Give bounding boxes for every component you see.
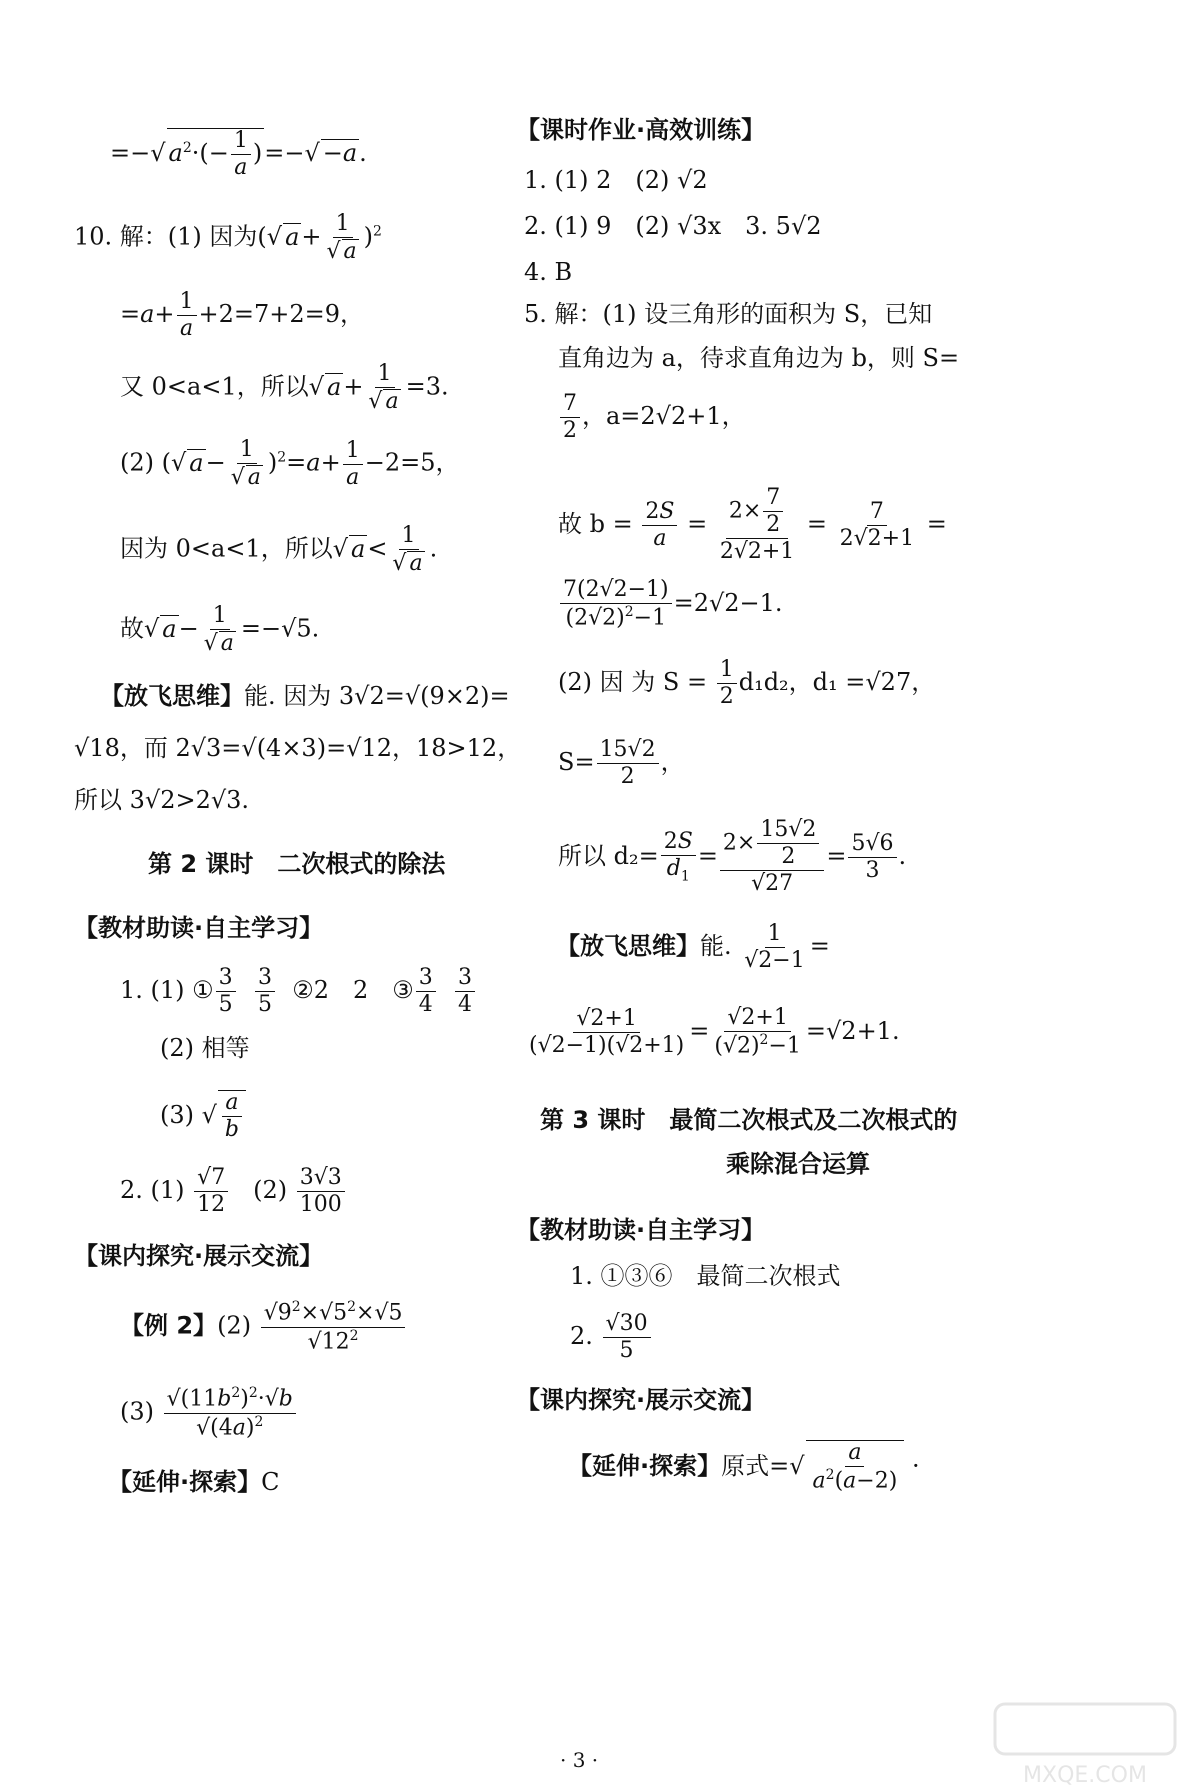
- right-fangfei-line-2: $\frac{√2+1}{(√2-1)(√2+1)}$ = $\frac{√2+1}{(√2)^2-1}$ =√2+1.: [529, 1005, 900, 1059]
- right-fangfei-text-2: =√2+1.: [805, 1016, 900, 1045]
- page-number: · 3 ·: [560, 1748, 599, 1772]
- s1-q1-3: (3) √ $\frac{a}{b}$: [160, 1090, 246, 1142]
- hw-5-line-6: (2) 因 为 S = $\frac{1}{2}$ d₁d₂，d₁ =√27，: [558, 657, 936, 710]
- right-section-explore: 【课内探究·展示交流】: [516, 1386, 766, 1414]
- s1-q1-2: (2) 相等: [160, 1034, 250, 1062]
- s1-q1-line: 1. (1) ① $\frac{3}{5}$ $\frac{3}{5}$ ②2 2 ③ $\frac{3}{4}$ $\frac{3}{4}$: [120, 966, 477, 1017]
- hw-2: 2. (1) 9 (2) √3x 3. 5√2: [524, 212, 822, 240]
- ex2-heading: 【例 2】: [120, 1311, 218, 1340]
- lesson-3-title: 第 3 课时 最简二次根式及二次根式的: [540, 1106, 958, 1134]
- left-yanshen-answer: C: [261, 1468, 280, 1496]
- ex2-3-label: (3): [120, 1397, 154, 1426]
- s1-q1-3-label: (3): [160, 1101, 194, 1130]
- s1-q2-line: 2. (1) $\frac{√7}{12}$ (2) $\frac{3√3}{100}$: [120, 1166, 347, 1217]
- hw-5-line-4-pre: 故 b =: [558, 509, 633, 538]
- hw-5-line-6-pre: (2) 因 为 S =: [558, 668, 708, 697]
- q10-line-1: 10. 解：(1) 因为(√ a+ $\frac{1}{√ a}$ )$^2$: [74, 211, 382, 265]
- left-yanshen-line: [108, 1468, 280, 1497]
- right-s1-q1: 1. ①③⑥ 最简二次根式: [570, 1262, 841, 1290]
- left-section-explore: 【课内探究·展示交流】: [74, 1242, 324, 1270]
- left-fangfei-heading: 【放飞思维】: [100, 682, 244, 710]
- lesson-3-title-2: 乘除混合运算: [726, 1150, 870, 1178]
- right-fangfei-heading: 【放飞思维】: [556, 932, 700, 961]
- q10-line-5: 因为 0<a<1，所以√ a< $\frac{1}{√ a}$ .: [120, 523, 438, 577]
- q10-line-3-pre: 又 0<a<1，所以: [120, 372, 309, 401]
- right-s1-q2-label: 2.: [570, 1322, 593, 1351]
- hw-5-line-1: 5. 解：(1) 设三角形的面积为 S，已知: [524, 300, 933, 328]
- hw-5-line-8-pre: 所以 d₂=: [558, 841, 659, 870]
- s1-q1-pre: 1. (1) ①: [120, 976, 214, 1005]
- ex2-2-line: 【例 2】(2) $\frac{√9^2\times√5^2\times√5}{√12^2}$: [120, 1300, 407, 1354]
- watermark-logo: [985, 1700, 1185, 1790]
- s1-q1-mid: ②2 2 ③: [292, 976, 414, 1005]
- q10-line-6-pre: 故: [120, 614, 144, 643]
- right-section-self-study: 【教材助读·自主学习】: [516, 1216, 766, 1244]
- right-fangfei-line-1: 【放飞思维】能. $\frac{1}{√2-1}$ =: [556, 921, 830, 974]
- hw-5-line-5-text: =2√2−1.: [673, 588, 783, 617]
- q10-line-5-pre: 因为 0<a<1，所以: [120, 534, 333, 563]
- ex2-3-line: (3) $\frac{√(11b^2)^2\cdot√b}{√(4a)^2}$: [120, 1386, 298, 1440]
- left-fangfei-text-3: 所以 3√2>2√3.: [74, 786, 250, 814]
- right-yanshen-text: 原式=: [721, 1451, 790, 1480]
- lesson-2-title: 第 2 课时 二次根式的除法: [148, 850, 446, 878]
- right-yanshen-line: 【延伸·探索】原式=√ $\frac{a}{a^2(a-2)}$ ·: [568, 1440, 920, 1494]
- s1-q2-mid: (2): [253, 1176, 288, 1205]
- q10-line-3-post: =3.: [405, 372, 449, 401]
- q10-line-6-post: =−√5.: [240, 614, 320, 643]
- right-yanshen-heading: 【延伸·探索】: [568, 1451, 722, 1480]
- hw-1: 1. (1) 2 (2) √2: [524, 166, 708, 194]
- ex2-2-label: (2): [217, 1311, 252, 1340]
- hw-5-line-7-pre: S=: [558, 748, 595, 777]
- q10-line-3: 又 0<a<1，所以√ a+ $\frac{1}{√ a}$ =3.: [120, 361, 449, 415]
- q10-label: 10. 解：(1) 因为: [74, 222, 258, 251]
- q10-line-6: 故√ a− $\frac{1}{√ a}$ =−√5.: [120, 603, 320, 657]
- left-section-self-study: 【教材助读·自主学习】: [74, 914, 324, 942]
- hw-5-line-5: $\frac{7(2√2-1)}{(2√2)^2-1}$ =2√2−1.: [558, 578, 783, 631]
- left-fangfei-line-1: [100, 682, 510, 711]
- hw-5-line-4: 故 b = $\frac{2S}{a}$ = 2× $\frac{7}{2}$ 2√2+1 = $\frac{7}{2√2+1}$ =: [558, 485, 947, 565]
- right-yanshen-tail: ·: [911, 1451, 920, 1480]
- right-section-homework: 【课时作业·高效训练】: [516, 116, 766, 144]
- left-line-1: =−√ $a^2\cdot(-$ $\frac{1}{a}$ )=−√ −a.: [110, 128, 367, 181]
- q10-line-4: (2) (√ a− $\frac{1}{√ a}$ )$^2$=a+ $\frac{1}{a}$ −2=5，: [120, 437, 460, 491]
- right-fangfei-text-1: 能.: [700, 932, 732, 961]
- left-fangfei-text-1: 能. 因为 3√2=√(9×2)=: [244, 682, 510, 710]
- hw-5-line-3-text: ，a=2√2+1，: [582, 402, 746, 431]
- hw-5-line-3: $\frac{7}{2}$ ，a=2√2+1，: [558, 392, 746, 443]
- watermark-text: MXQE.COM: [1023, 1763, 1147, 1788]
- right-s1-q2: 2. $\frac{√30}{5}$: [570, 1312, 653, 1363]
- q10-line-4-pre: (2): [120, 448, 154, 477]
- s1-q2-pre: 2. (1): [120, 1176, 185, 1205]
- hw-5-line-8: 所以 d₂= $\frac{2S}{d_1}$ = 2× $\frac{15√2}{2}$ √27 = $\frac{5√6}{3}$ .: [558, 817, 907, 897]
- hw-5-line-7: S= $\frac{15√2}{2}$ ，: [558, 737, 685, 790]
- q10-line-2: =a+ $\frac{1}{a}$ +2=7+2=9，: [120, 289, 365, 342]
- left-yanshen-heading: 【延伸·探索】: [108, 1468, 262, 1496]
- hw-5-line-2: 直角边为 a，待求直角边为 b，则 S=: [558, 344, 960, 372]
- hw-4: 4. B: [524, 258, 573, 286]
- hw-5-line-6-post: d₁d₂，d₁ =√27，: [738, 668, 936, 697]
- left-fangfei-text-2: √18，而 2√3=√(4×3)=√12，18>12，: [74, 734, 522, 762]
